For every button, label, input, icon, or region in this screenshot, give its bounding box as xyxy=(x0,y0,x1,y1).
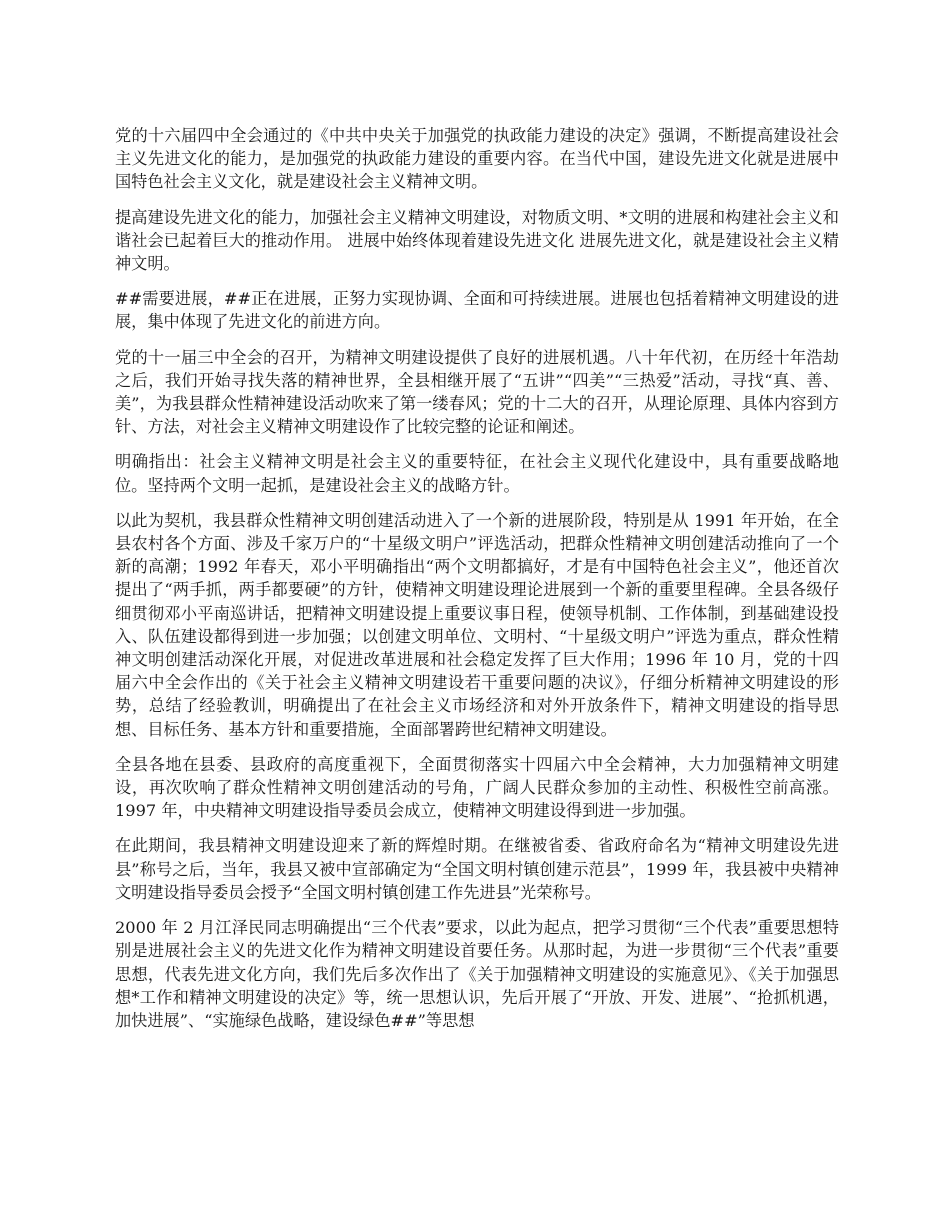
paragraph-5: 明确指出：社会主义精神文明是社会主义的重要特征，在社会主义现代化建设中，具有重要战略地位。坚持两个文明一起抓，是建设社会主义的战略方针。 xyxy=(115,452,839,495)
paragraph-1: 党的十六届四中全会通过的《中共中央关于加强党的执政能力建设的决定》强调，不断提高建设社会主义先进文化的能力，是加强党的执政能力建设的重要内容。在当代中国，建设先进文化就是进展中国特色社会主义文化，就是建设社会主义精神文明。 xyxy=(115,126,839,192)
paragraph-6: 以此为契机，我县群众性精神文明创建活动进入了一个新的进展阶段，特别是从 1991 年开始，在全县农村各个方面、涉及千家万户的“十星级文明户”评选活动，把群众性精神文明创建活动推向了一个新的高潮；1992 年春天，邓小平明确指出“两个文明都搞好，才是有中国特色社会主义”，他还首次提出了“两手抓，两手都要硬”的方针，使精神文明建设理论进展到一个新的重要里程碑。全县各级仔细贯彻邓小平南巡讲话，把精神文明建设提上重要议事日程，使领导机制、工作体制，到基础建设投入、队伍建设都得到进一步加强；以创建文明单位、文明村、“十星级文明户”评选为重点，群众性精神文明创建活动深化开展，对促进改革进展和社会稳定发挥了巨大作用；1996 年 10 月，党的十四届六中全会作出的《关于社会主义精神文明建设若干重要问题的决议》，仔细分析精神文明建设的形势，总结了经验教训，明确提出了在社会主义市场经济和对外开放条件下，精神文明建设的指导思想、目标任务、基本方针和重要措施，全面部署跨世纪精神文明建设。 xyxy=(115,510,839,739)
document-body xyxy=(115,124,839,1044)
paragraph-4: 党的十一届三中全会的召开，为精神文明建设提供了良好的进展机遇。八十年代初，在历经十年浩劫之后，我们开始寻找失落的精神世界，全县相继开展了“五讲”“四美”“三热爱”活动，寻找“真、善、美”，为我县群众性精神建设活动吹来了第一缕春风；党的十二大的召开，从理论原理、具体内容到方针、方法，对社会主义精神文明建设作了比较完整的论证和阐述。 xyxy=(115,347,839,437)
paragraph-7: 全县各地在县委、县政府的高度重视下，全面贯彻落实十四届六中全会精神，大力加强精神文明建设，再次吹响了群众性精神文明创建活动的号角，广阔人民群众参加的主动性、积极性空前高涨。1997 年，中央精神文明建设指导委员会成立，使精神文明建设得到进一步加强。 xyxy=(115,754,839,821)
paragraph-8: 在此期间，我县精神文明建设迎来了新的辉煌时期。在继被省委、省政府命名为“精神文明建设先进县”称号之后，当年，我县又被中宣部确定为“全国文明村镇创建示范县”，1999 年，我县被中央精神文明建设指导委员会授予“全国文明村镇创建工作先进县”光荣称号。 xyxy=(115,836,839,902)
paragraph-3: ##需要进展，##正在进展，正努力实现协调、全面和可持续进展。进展也包括着精神文明建设的进展，集中体现了先进文化的前进方向。 xyxy=(115,289,839,332)
paragraph-2: 提高建设先进文化的能力，加强社会主义精神文明建设，对物质文明、*文明的进展和构建社会主义和谐社会已起着巨大的推动作用。 进展中始终体现着建设先进文化 进展先进文化，就是建设社会主义精神文明。 xyxy=(115,207,839,274)
paragraph-9: 2000 年 2 月江泽民同志明确提出“三个代表”要求，以此为起点，把学习贯彻“三个代表”重要思想特别是进展社会主义的先进文化作为精神文明建设首要任务。从那时起，为进一步贯彻“三个代表”重要思想，代表先进文化方向，我们先后多次作出了《关于加强精神文明建设的实施意见》、《关于加强思想*工作和精神文明建设的决定》等，统一思想认识，先后开展了“开放、开发、进展”、“抢抓机遇，加快进展”、“实施绿色战略，建设绿色##”等思想 xyxy=(115,918,839,1030)
